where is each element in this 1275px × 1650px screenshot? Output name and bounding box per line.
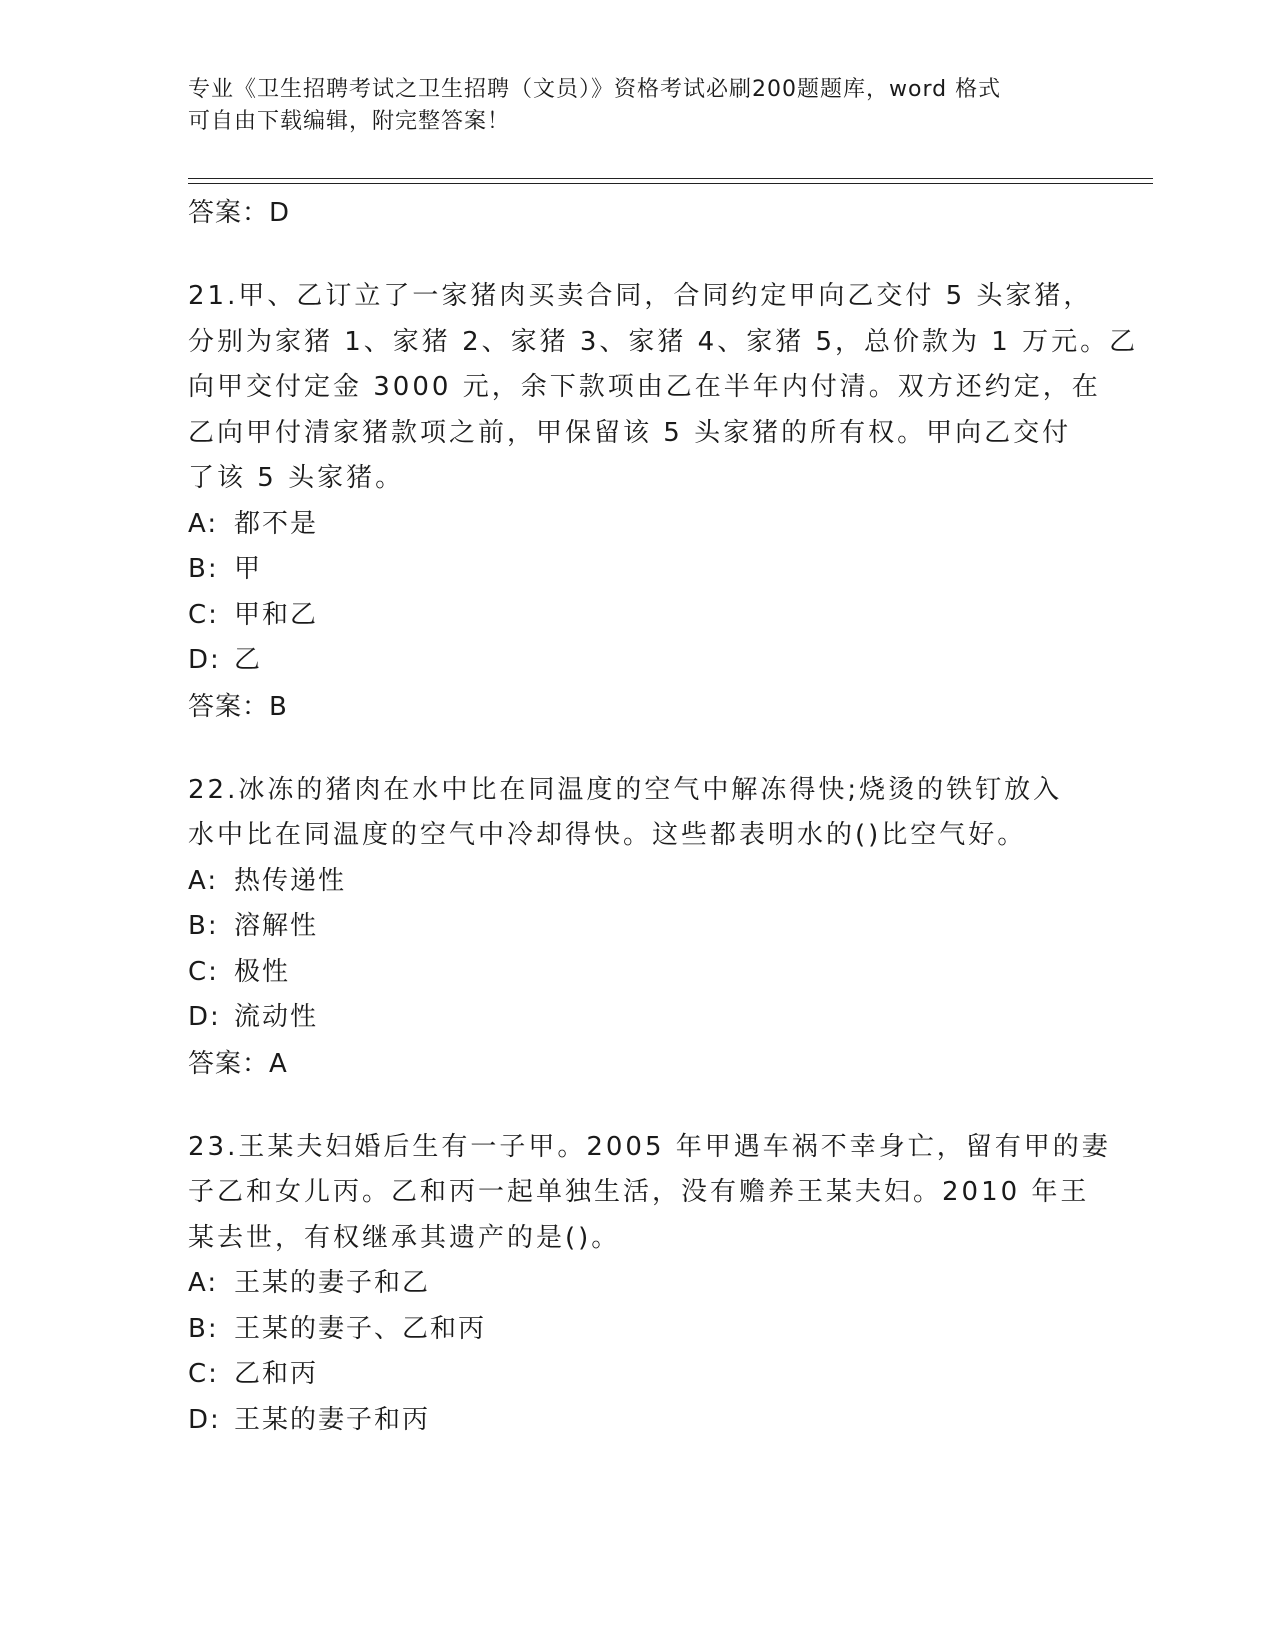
option-key: D: xyxy=(188,1404,221,1435)
question-23 xyxy=(188,1125,1111,1444)
answer-line xyxy=(188,1041,1088,1087)
option-b xyxy=(188,547,1088,593)
option-text: 热传递性 xyxy=(234,865,347,896)
answer-value: A xyxy=(269,1048,287,1079)
spacer xyxy=(188,730,1088,768)
spacer xyxy=(188,236,1088,274)
answer-line xyxy=(188,684,1088,730)
answer-label: 答案： xyxy=(188,198,270,228)
question-22 xyxy=(188,768,1088,1087)
stem-line: 水中比在同温度的空气中冷却得快。这些都表明水的()比空气好。 xyxy=(188,820,1027,850)
question-stem xyxy=(188,1125,1111,1262)
stem-line: 子乙和女儿丙。乙和丙一起单独生活，没有赡养王某夫妇。2010 年王 xyxy=(188,1177,1090,1207)
option-d xyxy=(188,1398,1088,1444)
option-a xyxy=(188,1261,1088,1307)
option-key: D: xyxy=(188,645,221,675)
option-key: A: xyxy=(188,508,219,539)
option-text: 都不是 xyxy=(234,508,319,539)
option-d xyxy=(188,995,1088,1041)
option-key: D: xyxy=(188,1002,221,1032)
option-text: 王某的妻子和乙 xyxy=(234,1268,431,1298)
spacer xyxy=(188,1087,1088,1125)
option-b xyxy=(188,904,1088,950)
stem-line: 23.王某夫妇婚后生有一子甲。2005 年甲遇车祸不幸身亡，留有甲的妻 xyxy=(188,1131,1111,1162)
option-key: C: xyxy=(188,1359,219,1389)
option-text: 王某的妻子和丙 xyxy=(234,1404,431,1435)
option-text: 溶解性 xyxy=(234,911,319,941)
stem-line: 乙向甲付清家猪款项之前，甲保留该 5 头家猪的所有权。甲向乙交付 xyxy=(188,417,1072,448)
answer-label: 答案： xyxy=(188,691,270,722)
option-key: A: xyxy=(188,1268,219,1298)
question-stem xyxy=(188,274,1139,502)
stem-line: 分别为家猪 1、家猪 2、家猪 3、家猪 4、家猪 5，总价款为 1 万元。乙 xyxy=(188,326,1139,357)
option-a xyxy=(188,859,1088,905)
option-text: 王某的妻子、乙和丙 xyxy=(234,1313,487,1344)
header-rule-bottom xyxy=(188,183,1153,184)
stem-line: 向甲交付定金 3000 元，余下款项由乙在半年内付清。双方还约定，在 xyxy=(188,372,1101,402)
option-key: A: xyxy=(188,865,219,896)
option-d xyxy=(188,638,1088,684)
option-text: 甲 xyxy=(234,554,263,584)
stem-line: 22.冰冻的猪肉在水中比在同温度的空气中解冻得快;烧烫的铁钉放入 xyxy=(188,774,1063,805)
question-stem xyxy=(188,768,1088,859)
option-text: 甲和乙 xyxy=(234,599,319,630)
document-header xyxy=(188,74,1088,138)
answer-line xyxy=(188,190,1088,236)
header-line-1: 专业《卫生招聘考试之卫生招聘（文员）》资格考试必刷200题题库，word 格式 xyxy=(188,77,1002,102)
option-b xyxy=(188,1307,1088,1353)
option-key: B: xyxy=(188,1313,219,1344)
option-text: 乙和丙 xyxy=(234,1359,319,1389)
option-key: C: xyxy=(188,956,219,987)
question-21 xyxy=(188,274,1139,730)
option-key: B: xyxy=(188,911,219,941)
option-text: 极性 xyxy=(234,956,291,987)
stem-line: 某去世，有权继承其遗产的是()。 xyxy=(188,1222,621,1253)
answer-label: 答案： xyxy=(188,1048,270,1079)
option-c xyxy=(188,593,1088,639)
option-text: 流动性 xyxy=(234,1002,319,1032)
option-a xyxy=(188,502,1088,548)
answer-value: B xyxy=(269,691,287,722)
option-c xyxy=(188,950,1088,996)
header-rule-top xyxy=(188,178,1153,179)
option-key: B: xyxy=(188,554,219,584)
document-body xyxy=(188,190,1139,1443)
header-line-2: 可自由下载编辑，附完整答案！ xyxy=(188,109,511,134)
answer-value: D xyxy=(269,198,290,228)
option-key: C: xyxy=(188,599,219,630)
stem-line: 了该 5 头家猪。 xyxy=(188,463,405,493)
option-c xyxy=(188,1352,1088,1398)
stem-line: 21.甲、乙订立了一家猪肉买卖合同，合同约定甲向乙交付 5 头家猪， xyxy=(188,281,1093,311)
option-text: 乙 xyxy=(234,645,263,675)
